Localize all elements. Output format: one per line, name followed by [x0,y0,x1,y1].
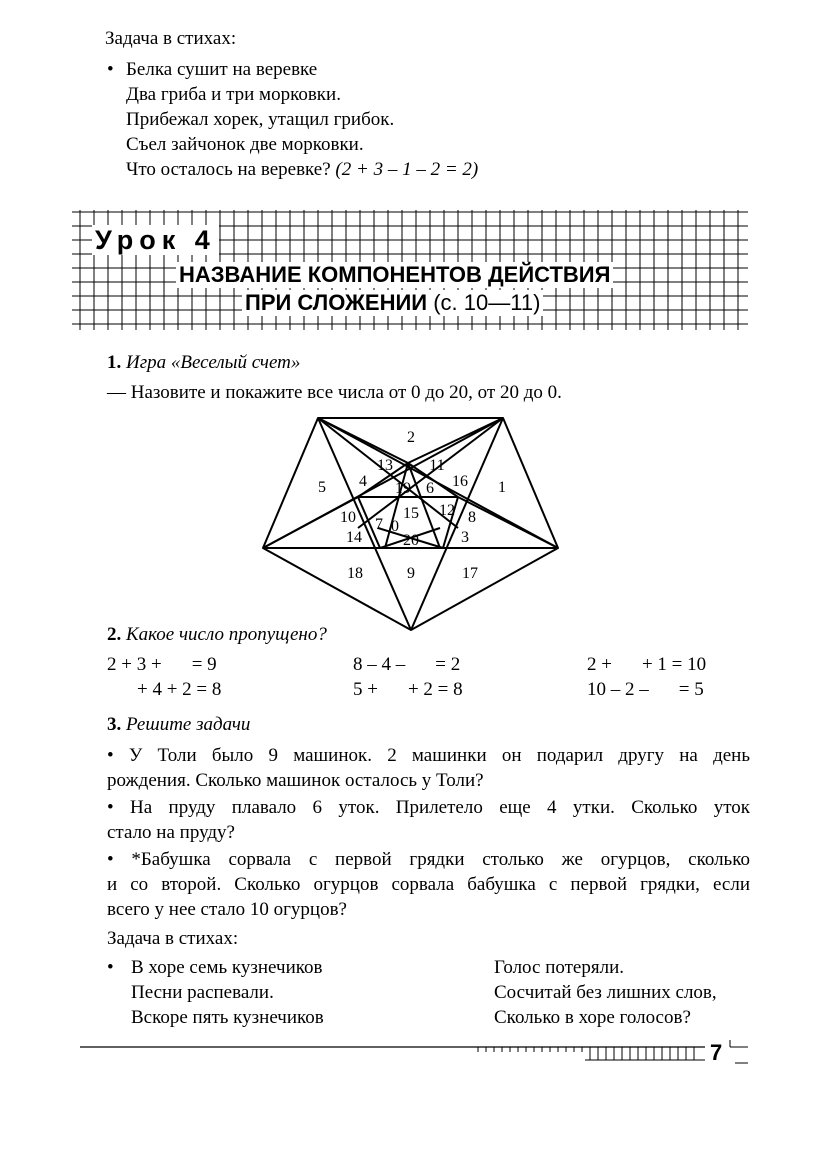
verse-line: Прибежал хорек, утащил грибок. [126,109,395,130]
verse-line: Два гриба и три морковки. [126,84,341,105]
verse-line: Съел зайчонок две морковки. [126,134,364,155]
page-number: 7 [710,1040,723,1065]
verse-line: Сколько в хоре голосов? [494,1007,691,1028]
problem-line: • *Бабушка сорвала с первой грядки столько же огурцов, сколько [107,849,750,870]
problem-line: всего у нее стало 10 огурцов? [107,899,347,920]
verse-heading-bottom: Задача в стихах: [107,928,239,949]
problem-line: и со второй. Сколько огурцов сорвала бабушка с первой грядки, если [107,874,750,895]
figure-number: 13 [377,457,393,474]
figure-number: 6 [426,480,434,497]
task-title: Игра «Веселый счет» [126,352,301,373]
verse-line: В хоре семь кузнечиков [131,957,323,978]
lesson-label: Урок 4 [92,225,219,255]
task-title: Какое число пропущено? [126,624,327,645]
task3-heading [107,714,250,736]
equation-part: 5 + [353,679,378,700]
task-number: 1. [107,352,122,373]
verse-line: Белка сушит на веревке [126,59,318,80]
task-number: 2. [107,624,122,645]
task-number: 3. [107,714,122,735]
equation [137,679,221,701]
figure-number: 12 [439,502,455,519]
figure-number: 0 [391,518,399,535]
equation [353,654,460,676]
figure-number: 9 [407,565,415,582]
problem-line: • На пруду плавало 6 уток. Прилетело еще 4 утки. Сколько уток [107,797,750,818]
figure-number: 7 [375,516,383,533]
equation [587,679,704,701]
task-title: Решите задачи [126,714,251,735]
figure-number: 19 [395,480,411,497]
problem-line: рождения. Сколько машинок осталось у Толи? [107,770,484,791]
figure-number: 18 [347,565,363,582]
figure-number: 2 [407,429,415,446]
bullet: • [107,957,114,978]
verse-line: Вскоре пять кузнечиков [131,1007,324,1028]
equation-part: + 1 = 10 [641,654,707,675]
task2-heading [107,624,327,646]
figure-number: 17 [462,565,478,582]
verse-heading-top: Задача в стихах: [105,28,237,49]
figure-number: 8 [468,509,476,526]
figure-number: 1 [498,479,506,496]
lesson-pages: (с. 10—11) [433,290,541,315]
problem-line: стало на пруду? [107,822,235,843]
lesson-title-text: ПРИ СЛОЖЕНИИ [245,290,428,315]
bullet: • [107,59,114,80]
figure-number: 20 [403,532,419,549]
lesson-title-line1: НАЗВАНИЕ КОМПОНЕНТОВ ДЕЙСТВИЯ [176,262,613,288]
figure-number: 3 [461,529,469,546]
equation-part: = 9 [191,654,217,675]
problem-line: • У Толи было 9 машинок. 2 машинки он подарил другу на день [107,745,750,766]
equation-part: + 2 = 8 [407,679,463,700]
equation-part: 10 – 2 – [587,679,649,700]
equation [353,679,463,701]
equation-part: 2 + [587,654,612,675]
verse-line: Голос потеряли. [494,957,624,978]
figure-number: 5 [318,479,326,496]
footer-rule [0,1030,821,1080]
verse-answer: (2 + 3 – 1 – 2 = 2) [335,159,479,180]
figure-number: 16 [452,473,468,490]
figure-number: 15 [403,505,419,522]
verse-line: Песни распевали. [131,982,274,1003]
equation [107,654,217,676]
equation-part: 2 + 3 + [107,654,162,675]
verse-question: Что осталось на веревке? [126,159,331,180]
verse-line: Сосчитай без лишних слов, [494,982,717,1003]
equation-part: = 2 [435,654,461,675]
equation [587,654,706,676]
equation-part: = 5 [678,679,704,700]
task1-text: — Назовите и покажите все числа от 0 до 20, от 20 до 0. [107,382,562,403]
figure-number: 4 [359,473,367,490]
equation-part: + 4 + 2 = 8 [137,679,222,700]
figure-number: 14 [346,529,362,546]
figure-number: 10 [340,509,356,526]
figure-number: 11 [429,457,445,474]
equation-part: 8 – 4 – [353,654,406,675]
